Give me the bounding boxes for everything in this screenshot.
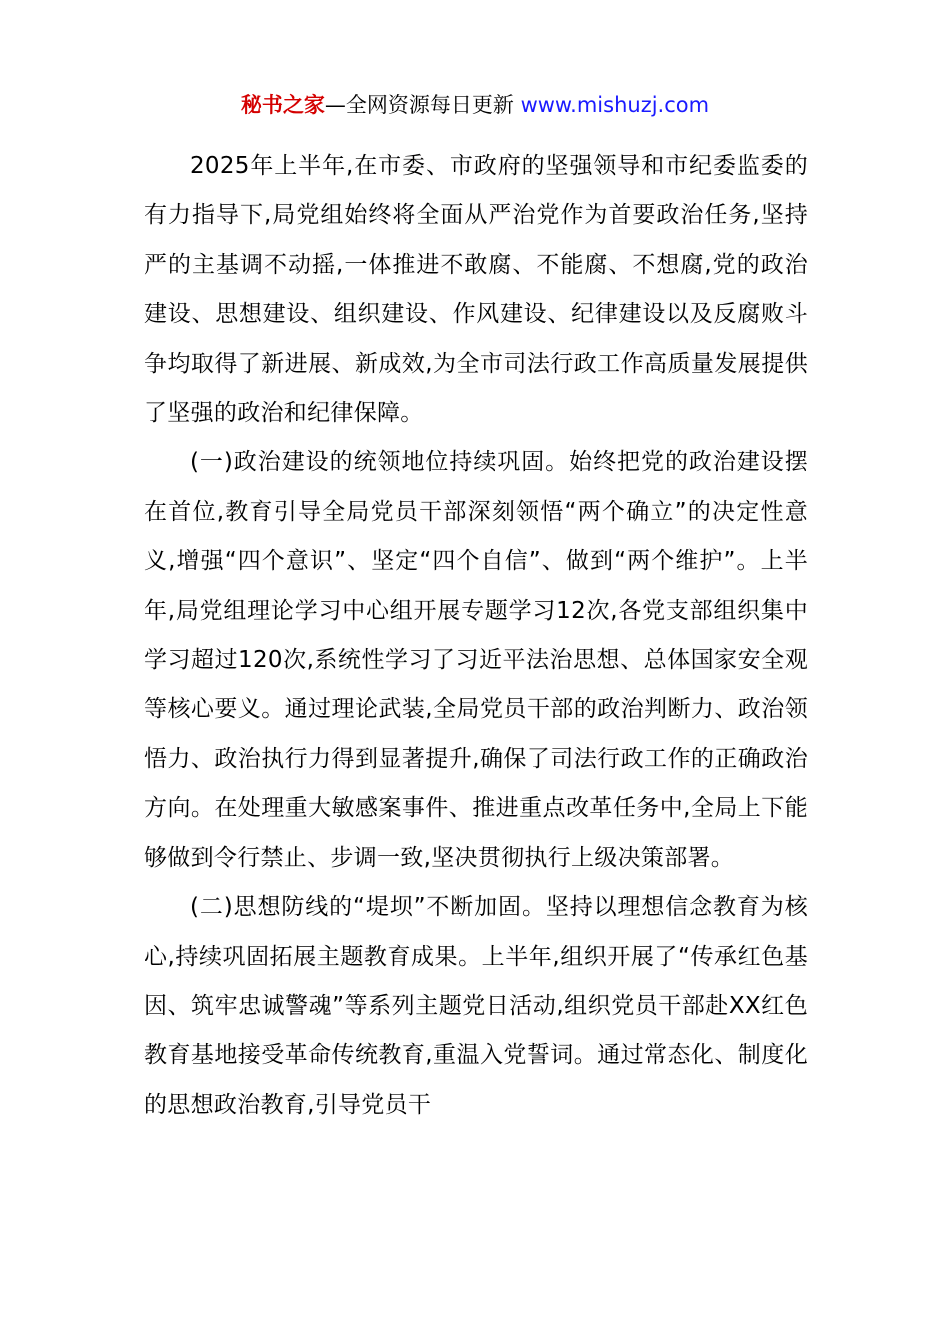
document-body bbox=[144, 142, 808, 1130]
paragraph-intro: 2025年上半年,在市委、市政府的坚强领导和市纪委监委的有力指导下,局党组始终将全面从严治党作为首要政治任务,坚持严的主基调不动摇,一体推进不敢腐、不能腐、不想腐,党的政治建设、思想建设、组织建设、作风建设、纪律建设以及反腐败斗争均取得了新进展、新成效,为全市司法行政工作高质量发展提供了坚强的政治和纪律保障。 bbox=[144, 153, 808, 427]
header-tagline: —全网资源每日更新 bbox=[324, 93, 521, 117]
site-url-link[interactable]: www.mishuzj.com bbox=[520, 93, 710, 117]
paragraph-ideological-defense: (二)思想防线的“堤坝”不断加固。坚持以理想信念教育为核心,持续巩固拓展主题教育成果。上半年,组织开展了“传承红色基因、筑牢忠诚警魂”等系列主题党日活动,组织党员干部赴XX红色教育基地接受革命传统教育,重温入党誓词。通过常态化、制度化的思想政治教育,引导党员干 bbox=[144, 894, 808, 1118]
paragraph-political-building: (一)政治建设的统领地位持续巩固。始终把党的政治建设摆在首位,教育引导全局党员干部深刻领悟“两个确立”的决定性意义,增强“四个意识”、坚定“四个自信”、做到“两个维护”。上半年,局党组理论学习中心组开展专题学习12次,各党支部组织集中学习超过120次,系统性学习了习近平法治思想、总体国家安全观等核心要义。通过理论武装,全局党员干部的政治判断力、政治领悟力、政治执行力得到显著提升,确保了司法行政工作的正确政治方向。在处理重大敏感案事件、推进重点改革任务中,全局上下能够做到令行禁止、步调一致,坚决贯彻执行上级决策部署。 bbox=[144, 449, 808, 871]
brand-name: 秘书之家 bbox=[240, 93, 325, 117]
site-header bbox=[0, 88, 950, 122]
